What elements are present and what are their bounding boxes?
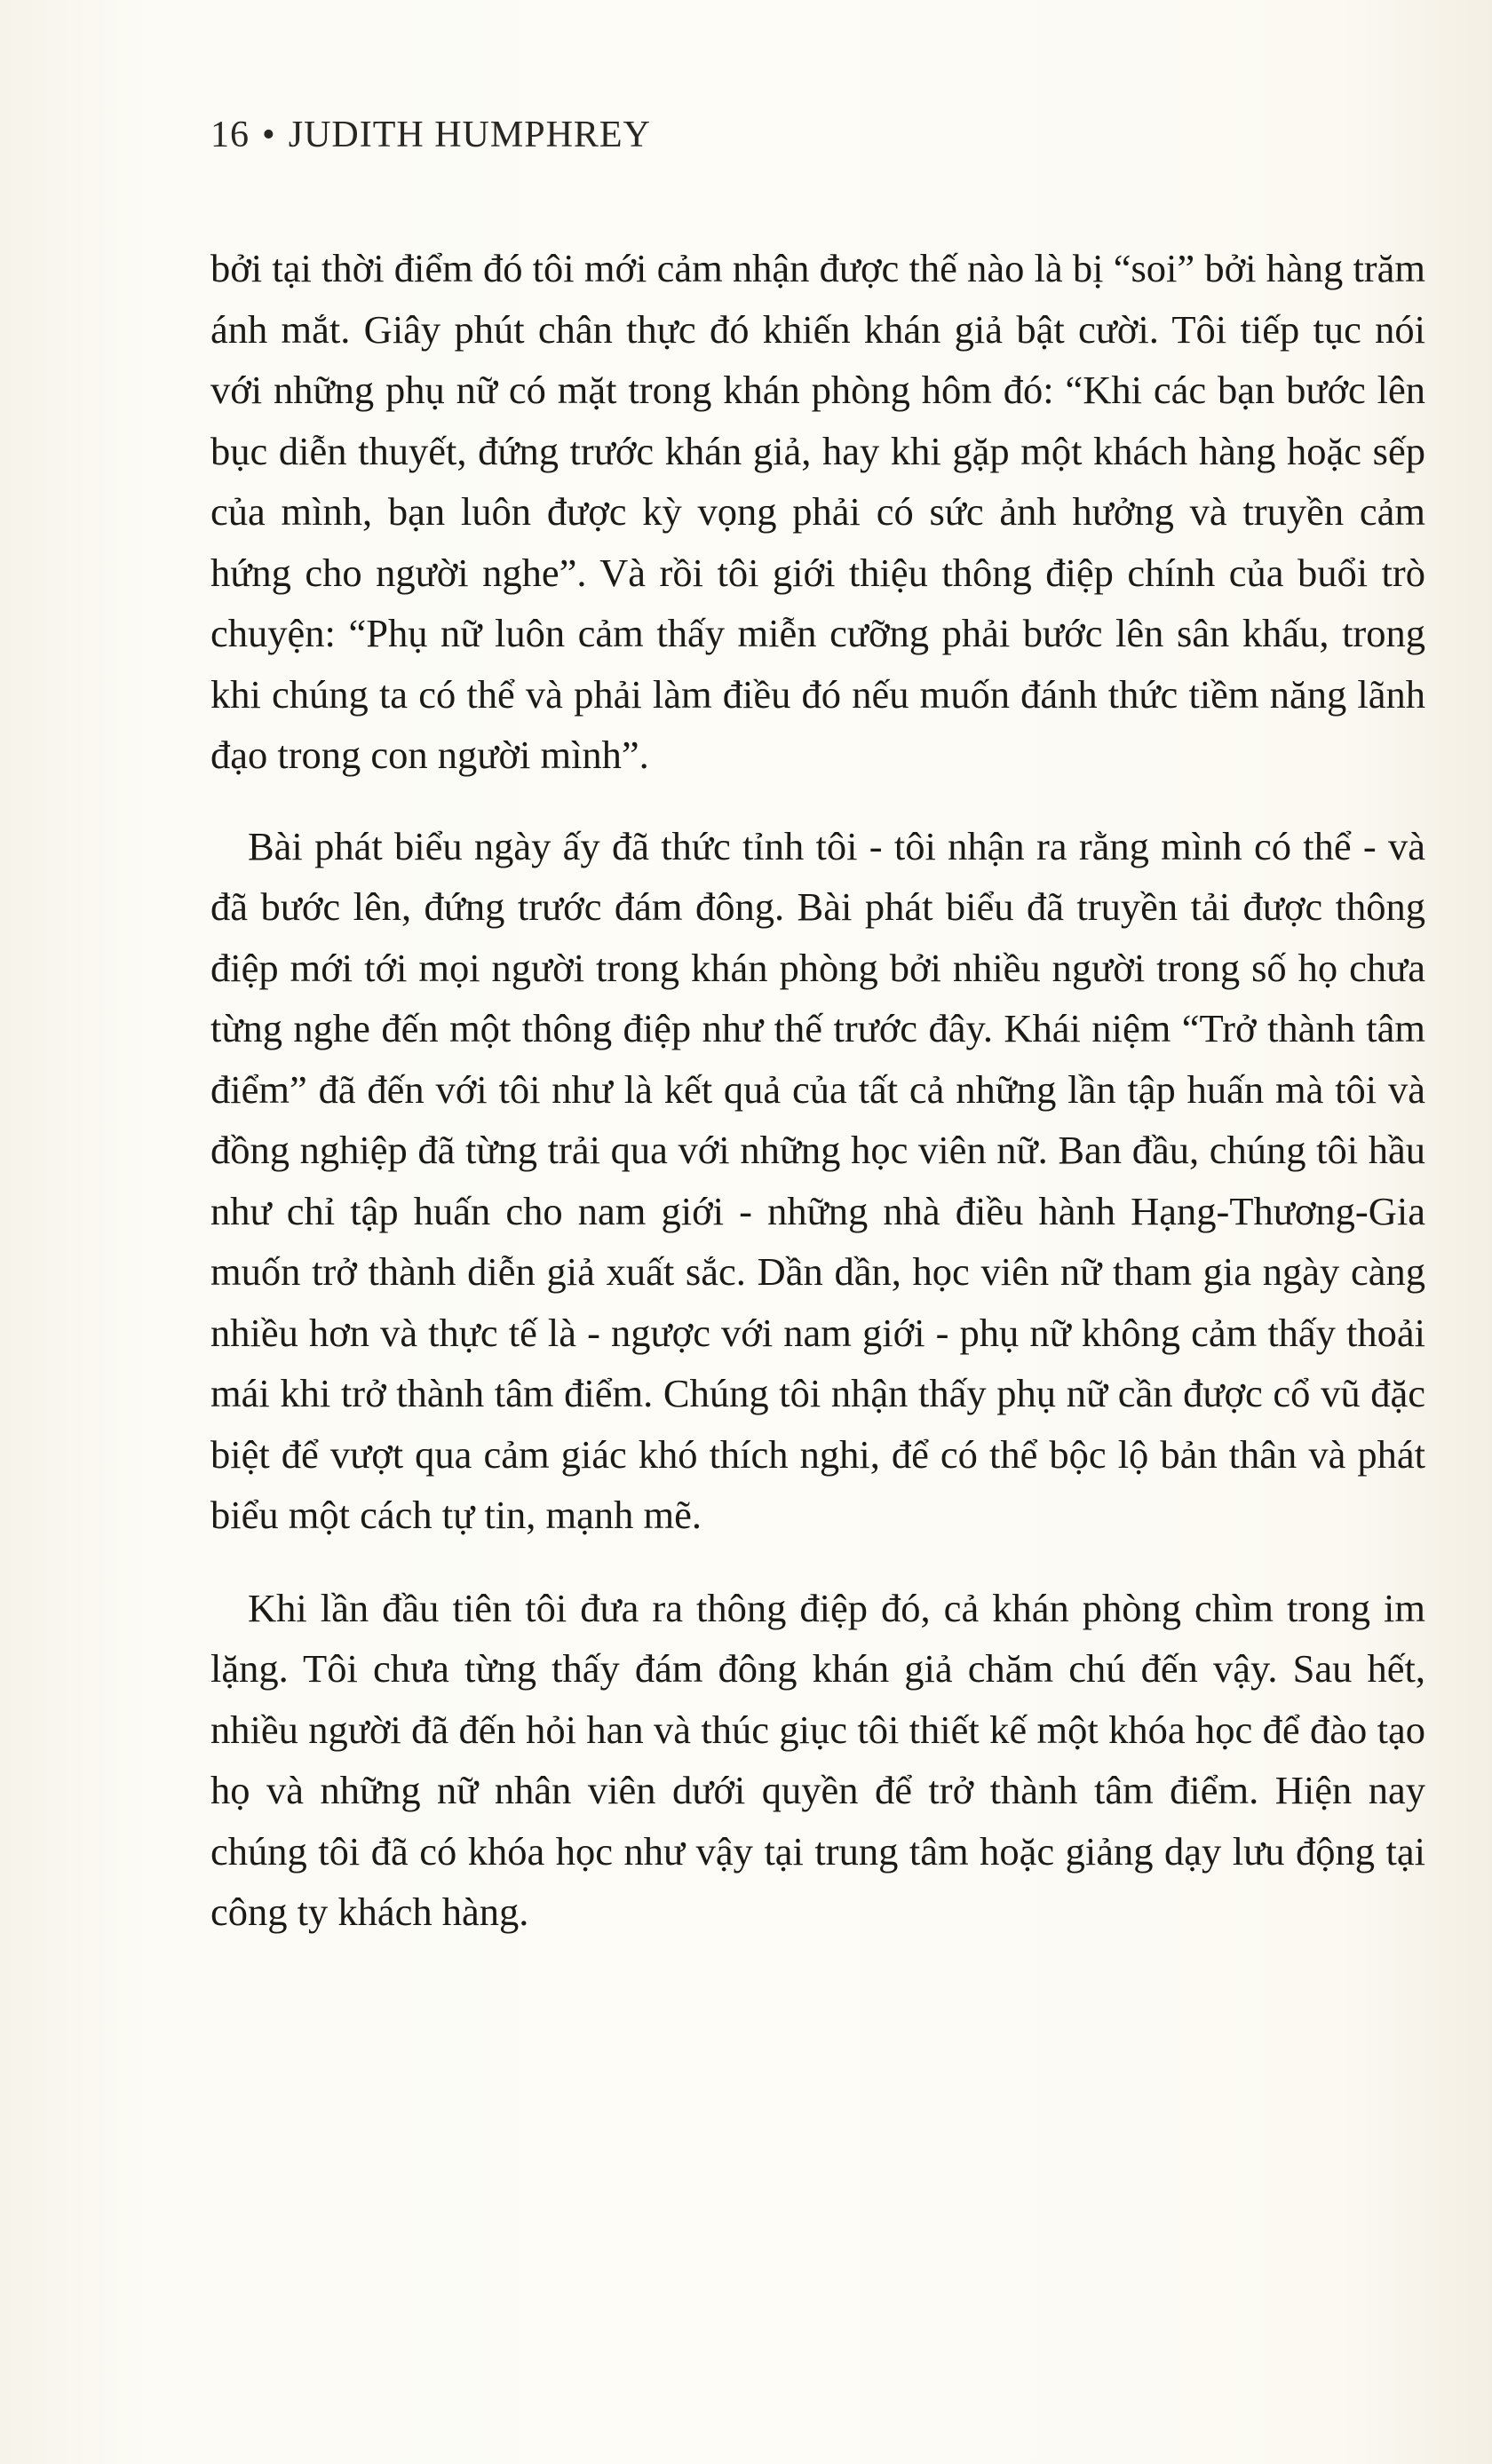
paragraph: Khi lần đầu tiên tôi đưa ra thông điệp đó, cả khán phòng chìm trong im lặng. Tôi chưa từng thấy đám đông khán giả chăm chú đến vậy. Sau hết, nhiều người đã đến hỏi han và thúc giục tôi thiết kế một khóa học để đào tạo họ và những nữ nhân viên dưới quyền để trở thành tâm điểm. Hiện nay chúng tôi đã có khóa học như vậy tại trung tâm hoặc giảng dạy lưu động tại công ty khách hàng.: [210, 1585, 1425, 1934]
paragraph: Bài phát biểu ngày ấy đã thức tỉnh tôi - tôi nhận ra rằng mình có thể - và đã bước lên, đứng trước đám đông. Bài phát biểu đã truyền tải được thông điệp mới tới mọi người trong khán phòng bởi nhiều người trong số họ chưa từng nghe đến một thông điệp như thế trước đây. Khái niệm “Trở thành tâm điểm” đã đến với tôi như là kết quả của tất cả những lần tập huấn mà tôi và đồng nghiệp đã từng trải qua với những học viên nữ. Ban đầu, chúng tôi hầu như chỉ tập huấn cho nam giới - những nhà điều hành Hạng-Thương-Gia muốn trở thành diễn giả xuất sắc. Dần dần, học viên nữ tham gia ngày càng nhiều hơn và thực tế là - ngược với nam giới - phụ nữ không cảm thấy thoải mái khi trở thành tâm điểm. Chúng tôi nhận thấy phụ nữ cần được cổ vũ đặc biệt để vượt qua cảm giác khó thích nghi, để có thể bộc lộ bản thân và phát biểu một cách tự tin, mạnh mẽ.: [210, 823, 1425, 1537]
body-text: [210, 238, 1425, 1943]
running-head: [210, 114, 651, 156]
header-separator: •: [262, 115, 276, 155]
page-number: 16: [210, 115, 250, 155]
paragraph-continued: bởi tại thời điểm đó tôi mới cảm nhận được thế nào là bị “soi” bởi hàng trăm ánh mắt. Giây phút chân thực đó khiến khán giả bật cười. Tôi tiếp tục nói với những phụ nữ có mặt trong khán phòng hôm đó: “Khi các bạn bước lên bục diễn thuyết, đứng trước khán giả, hay khi gặp một khách hàng hoặc sếp của mình, bạn luôn được kỳ vọng phải có sức ảnh hưởng và truyền cảm hứng cho người nghe”. Và rồi tôi giới thiệu thông điệp chính của buổi trò chuyện: “Phụ nữ luôn cảm thấy miễn cưỡng phải bước lên sân khấu, trong khi chúng ta có thể và phải làm điều đó nếu muốn đánh thức tiềm năng lãnh đạo trong con người mình”.: [210, 246, 1425, 777]
author-name: JUDITH HUMPHREY: [288, 115, 651, 155]
